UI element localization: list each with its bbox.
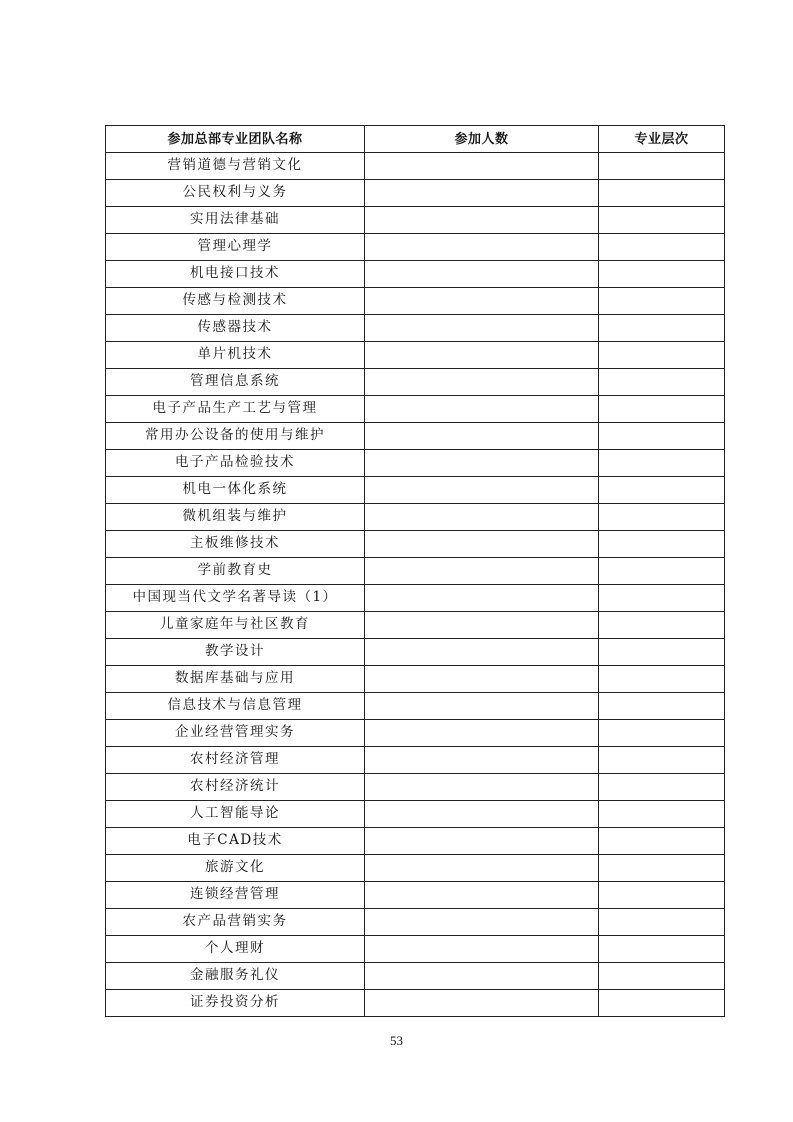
participant-count-cell [365, 261, 599, 288]
participant-count-cell [365, 558, 599, 585]
team-name-cell: 数据库基础与应用 [106, 666, 365, 693]
table-row [106, 774, 725, 801]
table-row [106, 180, 725, 207]
table-row [106, 288, 725, 315]
participant-count-cell [365, 909, 599, 936]
table-row [106, 207, 725, 234]
team-name-cell: 电子CAD技术 [106, 828, 365, 855]
major-level-cell [599, 396, 725, 423]
table-header-row [106, 126, 725, 153]
team-name-cell: 微机组装与维护 [106, 504, 365, 531]
participant-count-cell [365, 153, 599, 180]
team-name-cell: 信息技术与信息管理 [106, 693, 365, 720]
team-name-cell: 教学设计 [106, 639, 365, 666]
header-major-level: 专业层次 [599, 126, 725, 153]
major-level-cell [599, 747, 725, 774]
table-row [106, 990, 725, 1017]
major-level-cell [599, 612, 725, 639]
team-name-cell: 个人理财 [106, 936, 365, 963]
team-name-cell: 农村经济统计 [106, 774, 365, 801]
participant-count-cell [365, 639, 599, 666]
team-name-cell: 传感器技术 [106, 315, 365, 342]
table-row [106, 558, 725, 585]
table-row [106, 315, 725, 342]
table-row [106, 909, 725, 936]
participant-count-cell [365, 207, 599, 234]
table-row [106, 153, 725, 180]
major-level-cell [599, 504, 725, 531]
participant-count-cell [365, 774, 599, 801]
participant-count-cell [365, 342, 599, 369]
team-name-cell: 公民权利与义务 [106, 180, 365, 207]
table-row [106, 423, 725, 450]
major-level-cell [599, 342, 725, 369]
participant-count-cell [365, 828, 599, 855]
table-row [106, 936, 725, 963]
team-name-cell: 中国现当代文学名著导读（1） [106, 585, 365, 612]
table-row [106, 639, 725, 666]
major-level-cell [599, 369, 725, 396]
team-name-cell: 儿童家庭年与社区教育 [106, 612, 365, 639]
table-row [106, 261, 725, 288]
participant-count-cell [365, 234, 599, 261]
major-level-cell [599, 234, 725, 261]
team-name-cell: 机电一体化系统 [106, 477, 365, 504]
major-level-cell [599, 585, 725, 612]
major-level-cell [599, 639, 725, 666]
team-name-cell: 连锁经营管理 [106, 882, 365, 909]
team-name-cell: 管理心理学 [106, 234, 365, 261]
participant-count-cell [365, 396, 599, 423]
team-name-cell: 农产品营销实务 [106, 909, 365, 936]
table-row [106, 450, 725, 477]
major-level-cell [599, 909, 725, 936]
participant-count-cell [365, 747, 599, 774]
participant-count-cell [365, 936, 599, 963]
major-level-cell [599, 693, 725, 720]
participant-count-cell [365, 585, 599, 612]
team-name-cell: 常用办公设备的使用与维护 [106, 423, 365, 450]
table-row [106, 882, 725, 909]
header-team-name: 参加总部专业团队名称 [106, 126, 365, 153]
major-level-cell [599, 423, 725, 450]
table-row [106, 234, 725, 261]
table-row [106, 612, 725, 639]
team-name-cell: 证券投资分析 [106, 990, 365, 1017]
team-name-cell: 人工智能导论 [106, 801, 365, 828]
participant-count-cell [365, 963, 599, 990]
participant-count-cell [365, 531, 599, 558]
participant-count-cell [365, 288, 599, 315]
team-name-cell: 金融服务礼仪 [106, 963, 365, 990]
table-row [106, 531, 725, 558]
major-level-cell [599, 261, 725, 288]
major-level-cell [599, 558, 725, 585]
major-level-cell [599, 936, 725, 963]
participant-count-cell [365, 612, 599, 639]
table-row [106, 666, 725, 693]
major-level-cell [599, 855, 725, 882]
team-name-cell: 机电接口技术 [106, 261, 365, 288]
participant-count-cell [365, 369, 599, 396]
participant-count-cell [365, 666, 599, 693]
table-row [106, 801, 725, 828]
team-registration-table [105, 125, 725, 1017]
table-row [106, 720, 725, 747]
team-name-cell: 学前教育史 [106, 558, 365, 585]
page-number: 53 [390, 1033, 403, 1048]
team-name-cell: 农村经济管理 [106, 747, 365, 774]
participant-count-cell [365, 882, 599, 909]
table-row [106, 342, 725, 369]
participant-count-cell [365, 180, 599, 207]
team-name-cell: 电子产品生产工艺与管理 [106, 396, 365, 423]
major-level-cell [599, 288, 725, 315]
major-level-cell [599, 450, 725, 477]
table-row [106, 585, 725, 612]
participant-count-cell [365, 801, 599, 828]
major-level-cell [599, 801, 725, 828]
participant-count-cell [365, 855, 599, 882]
major-level-cell [599, 774, 725, 801]
team-name-cell: 企业经营管理实务 [106, 720, 365, 747]
team-name-cell: 传感与检测技术 [106, 288, 365, 315]
major-level-cell [599, 828, 725, 855]
table-row [106, 693, 725, 720]
major-level-cell [599, 207, 725, 234]
team-name-cell: 营销道德与营销文化 [106, 153, 365, 180]
major-level-cell [599, 180, 725, 207]
major-level-cell [599, 666, 725, 693]
major-level-cell [599, 882, 725, 909]
major-level-cell [599, 990, 725, 1017]
major-level-cell [599, 153, 725, 180]
table-row [106, 855, 725, 882]
table-row [106, 963, 725, 990]
participant-count-cell [365, 693, 599, 720]
team-name-cell: 电子产品检验技术 [106, 450, 365, 477]
table-row [106, 747, 725, 774]
major-level-cell [599, 477, 725, 504]
team-name-cell: 主板维修技术 [106, 531, 365, 558]
participant-count-cell [365, 990, 599, 1017]
participant-count-cell [365, 720, 599, 747]
major-level-cell [599, 963, 725, 990]
participant-count-cell [365, 423, 599, 450]
table-row [106, 477, 725, 504]
table-row [106, 504, 725, 531]
participant-count-cell [365, 477, 599, 504]
major-level-cell [599, 531, 725, 558]
header-participant-count: 参加人数 [365, 126, 599, 153]
major-level-cell [599, 315, 725, 342]
team-name-cell: 管理信息系统 [106, 369, 365, 396]
participant-count-cell [365, 504, 599, 531]
table-row [106, 369, 725, 396]
team-name-cell: 旅游文化 [106, 855, 365, 882]
team-name-cell: 单片机技术 [106, 342, 365, 369]
table-row [106, 396, 725, 423]
table-row [106, 828, 725, 855]
participant-count-cell [365, 315, 599, 342]
participant-count-cell [365, 450, 599, 477]
team-name-cell: 实用法律基础 [106, 207, 365, 234]
major-level-cell [599, 720, 725, 747]
